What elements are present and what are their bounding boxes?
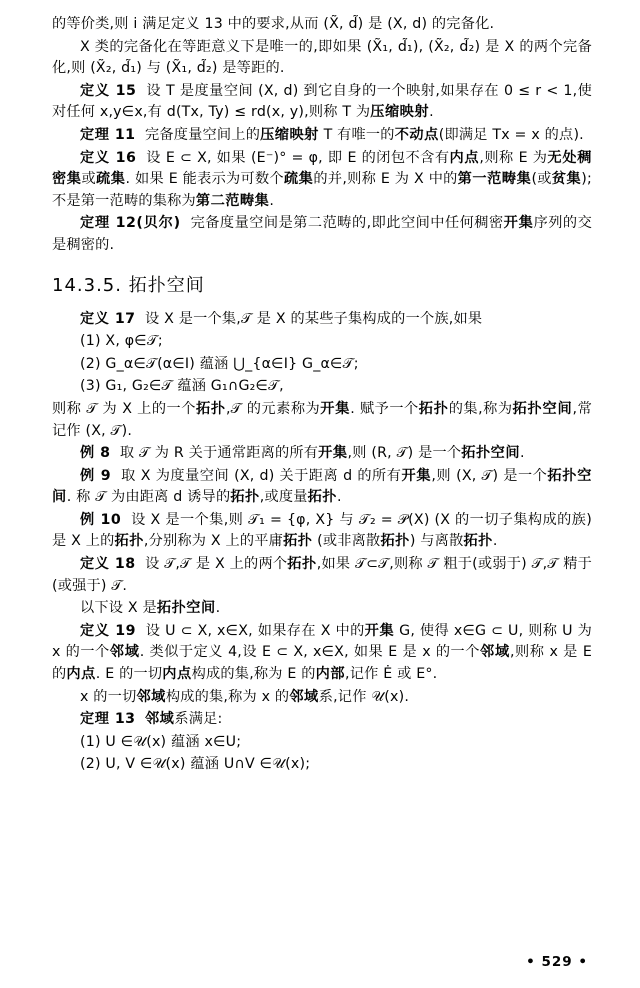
paragraph-label: 例 8 bbox=[80, 445, 111, 462]
paragraph-11: 则称 𝒯 为 X 上的一个拓扑,𝒯 的元素称为开集. 赋予一个拓扑的集,称为拓扑空间,常记作 (X, 𝒯). bbox=[52, 400, 592, 439]
section-heading bbox=[52, 273, 592, 299]
paragraph-6: 定理 12(贝尔) 完备度量空间是第二范畴的,即此空间中任何稠密开集序列的交是稠密的. bbox=[52, 215, 592, 253]
paragraph-1: 的等价类,则 i 满足定义 13 中的要求,从而 (X̃, d̃) 是 (X, d) 的完备化. bbox=[52, 16, 495, 32]
paragraph-8: (1) X, φ∈𝒯; bbox=[80, 333, 163, 350]
paragraph-7: 定义 17 设 X 是一个集,𝒯 是 X 的某些子集构成的一个族,如果 bbox=[80, 310, 483, 327]
paragraph-17: 定义 19 设 U ⊂ X, x∈X, 如果存在 X 中的开集 G, 使得 x∈G ⊂ U, 则称 U 为 x 的一个邻域. 类似于定义 4,设 E ⊂ X, x∈X, 如果 E 是 x 的一个邻域,则称 x 是 E 的内点. E 的一切内点构成的集,称为 E 的内部,记作 Ė 或 E°. bbox=[52, 622, 592, 683]
paragraph-19: 定理 13 邻域系满足: bbox=[80, 711, 223, 728]
paragraph-label: 定理 13 bbox=[80, 711, 136, 728]
paragraph-9: (2) G_α∈𝒯(α∈I) 蕴涵 ⋃_{α∈I} G_α∈𝒯; bbox=[80, 355, 359, 372]
paragraph-label: 定义 16 bbox=[80, 149, 137, 166]
paragraph-21: (2) U, V ∈𝒰(x) 蕴涵 U∩V ∈𝒰(x); bbox=[80, 756, 311, 773]
page-number: • 529 • bbox=[526, 954, 588, 970]
paragraph-16: 以下设 X 是拓扑空间. bbox=[80, 600, 221, 617]
paragraph-label: 定义 15 bbox=[80, 82, 137, 99]
paragraph-label: 定义 17 bbox=[80, 310, 136, 327]
paragraph-2: X 类的完备化在等距意义下是唯一的,即如果 (X̃₁, d̃₁), (X̃₂, d̃₂) 是 X 的两个完备化,则 (X̃₂, d̃₁) 与 (X̃₁, d̃₂) 是等距的. bbox=[52, 38, 592, 77]
paragraph-label: 定义 19 bbox=[80, 622, 137, 639]
paragraph-14: 例 10 设 X 是一个集,则 𝒯₁ = {φ, X} 与 𝒯₂ = 𝒫(X) (X 的一切子集构成的族) 是 X 上的拓扑,分别称为 X 上的平庸拓扑 (或非离散拓扑) 与离散拓扑. bbox=[52, 511, 593, 550]
page-content bbox=[52, 14, 592, 777]
paragraph-10: (3) G₁, G₂∈𝒯 蕴涵 G₁∩G₂∈𝒯, bbox=[80, 378, 284, 395]
paragraph-15: 定义 18 设 𝒯,𝒯 是 X 上的两个拓扑,如果 𝒯⊂𝒯,则称 𝒯 粗于(或弱于) 𝒯,𝒯 精于(或强于) 𝒯. bbox=[52, 556, 592, 594]
paragraph-label: 例 9 bbox=[80, 467, 112, 484]
paragraph-18: x 的一切邻域构成的集,称为 x 的邻域系,记作 𝒰(x). bbox=[80, 688, 410, 705]
paragraph-5: 定义 16 设 E ⊂ X, 如果 (E⁻)° = φ, 即 E 的闭包不含有内点,则称 E 为无处稠密集或疏集. 如果 E 能表示为可数个疏集的并,则称 E 为 X 中的第一范畴集(或贫集);不是第一范畴的集称为第二范畴集. bbox=[52, 149, 592, 209]
paragraph-3: 定义 15 设 T 是度量空间 (X, d) 到它自身的一个映射,如果存在 0 ≤ r < 1,使对任何 x,y∈x,有 d(Tx, Ty) ≤ rd(x, y),则称 T 为压缩映射. bbox=[52, 82, 592, 121]
paragraph-13: 例 9 取 X 为度量空间 (X, d) 关于距离 d 的所有开集,则 (X, 𝒯) 是一个拓扑空间. 称 𝒯 为由距离 d 诱导的拓扑,或度量拓扑. bbox=[52, 467, 592, 506]
paragraph-4: 定理 11 完备度量空间上的压缩映射 T 有唯一的不动点(即满足 Tx = x 的点). bbox=[80, 126, 584, 143]
paragraph-20: (1) U ∈𝒰(x) 蕴涵 x∈U; bbox=[80, 733, 242, 750]
paragraph-label: 定理 12(贝尔) bbox=[80, 215, 181, 232]
section-heading-text: 14.3.5. 拓扑空间 bbox=[52, 274, 205, 296]
paragraph-label: 例 10 bbox=[80, 511, 122, 528]
paragraph-label: 定义 18 bbox=[80, 556, 136, 573]
paragraph-label: 定理 11 bbox=[80, 126, 136, 143]
paragraph-12: 例 8 取 𝒯 为 R 关于通常距离的所有开集,则 (R, 𝒯) 是一个拓扑空间. bbox=[80, 445, 525, 462]
